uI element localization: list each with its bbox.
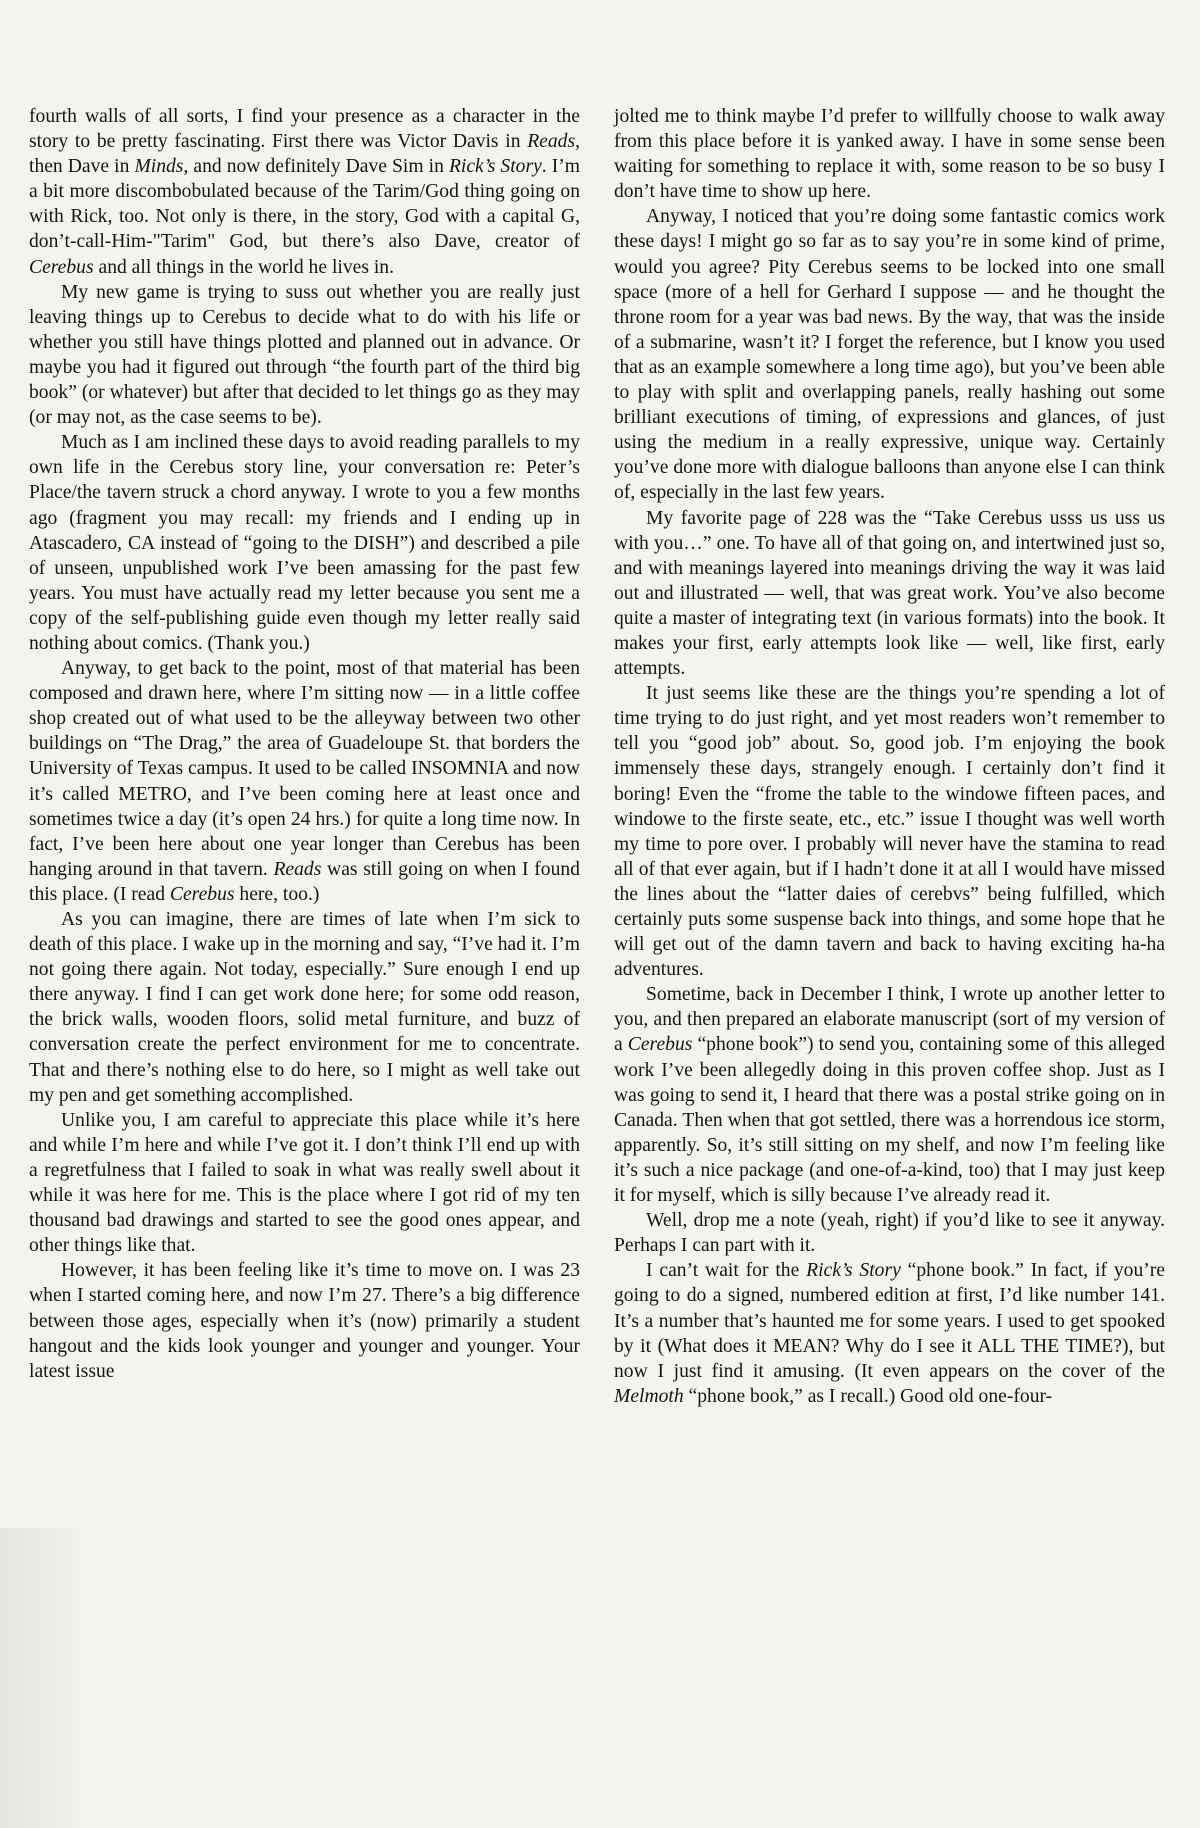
paragraph: Sometime, back in December I think, I wrote up another letter to you, and then prepared an elaborate manuscript (sort of my version of a Cerebus “phone book”) to send you, containing some of this alleged work I’ve been allegedly doing in this proven coffee shop. Just as I was going to send it, I heard that there was a postal strike going on in Canada. Then when that got settled, there was a horrendous ice storm, apparently. So, it’s still sitting on my shelf, and now I’m feeling like it’s such a nice package (and one-of-a-kind, too) that I may just keep it for myself, which is silly because I’ve already read it. — [614, 984, 1165, 1207]
left-column — [29, 104, 580, 1384]
paragraph: However, it has been feeling like it’s time to move on. I was 23 when I started coming here, and now I’m 27. There’s a big difference between those ages, especially when it’s (now) primarily a student hangout and the kids look younger and younger and younger. Your latest issue — [29, 1260, 580, 1382]
paragraph: Unlike you, I am careful to appreciate this place while it’s here and while I’m here and while I’ve got it. I don’t think I’ll end up with a regretfulness that I failed to soak in what was really swell about it while it was here for me. This is the place where I got rid of my ten thousand bad drawings and started to see the good ones appear, and other things like that. — [29, 1109, 580, 1257]
paragraph: Much as I am inclined these days to avoid reading parallels to my own life in the Cerebus story line, your conversation re: Peter’s Place/the tavern struck a chord anyway. I wrote to you a few months ago (fragment you may recall: my friends and I ending up in Atascadero, CA instead of “going to the DISH”) and described a pile of unseen, unpublished work I’ve been amassing for the past few years. You must have actually read my letter because you sent me a copy of the self-publishing guide even though my letter really said nothing about comics. (Thank you.) — [29, 432, 580, 654]
paragraph: It just seems like these are the things you’re spending a lot of time trying to do just right, and yet most readers won’t remember to tell you “good job” about. So, good job. I’m enjoying the book immensely these days, strangely enough. I certainly don’t find it boring! Even the “frome the table to the windowe fifteen paces, and windowe to the firste seate, etc., etc.” issue I thought was well worth my time to pore over. I probably will never have the stamina to read all of that ever again, but if I hadn’t done it at all I would have missed the lines about the “latter daies of cerebvs” being fulfilled, which certainly puts some suspense back into things, and some hope that he will get out of the damn tavern and back to having exciting ha-ha adventures. — [614, 683, 1165, 981]
paragraph: My favorite page of 228 was the “Take Cerebus usss us uss us with you…” one. To have all of that going on, and intertwined just so, and with meanings layered into meanings driving the way it was laid out and illustrated — well, that was great work. You’ve also become quite a master of integrating text (in various formats) into the book. It makes your first, early attempts look like — well, like first, early attempts. — [614, 507, 1165, 680]
right-column — [614, 104, 1165, 1409]
paragraph: Anyway, to get back to the point, most of that material has been composed and drawn here, where I’m sitting now — in a little coffee shop created out of what used to be the alleyway between two other buildings on “The Drag,” the area of Guadeloupe St. that borders the University of Texas campus. It used to be called INSOMNIA and now it’s called METRO, and I’ve been coming here at least once and sometimes twice a day (it’s open 24 hrs.) for quite a long time now. In fact, I’ve been here about one year longer than Cerebus has been hanging around in that tavern. Reads was still going on when I found this place. (I read Cerebus here, too.) — [29, 658, 580, 905]
paragraph: jolted me to think maybe I’d prefer to willfully choose to walk away from this place before it is yanked away. I have in some sense been waiting for something to replace it with, some reason to be so busy I don’t have time to show up here. — [614, 106, 1165, 203]
paragraph: My new game is trying to suss out whether you are really just leaving things up to Cerebus to decide what to do with his life or whether you still have things plotted and planned out in advance. Or maybe you had it figured out through “the fourth part of the third big book” (or whatever) but after that decided to let things go as they may (or may not, as the case seems to be). — [29, 281, 580, 429]
page-scuff — [0, 1528, 90, 1828]
paragraph: As you can imagine, there are times of late when I’m sick to death of this place. I wake up in the morning and say, “I’ve had it. I’m not going there again. Not today, especially.” Sure enough I end up there anyway. I find I can get work done here; for some odd reason, the brick walls, wooden floors, solid metal furniture, and buzz of conversation create the perfect environment for me to concentrate. That and there’s nothing else to do here, so I might as well take out my pen and get something accomplished. — [29, 909, 580, 1106]
paragraph: fourth walls of all sorts, I find your presence as a character in the story to be pretty fascinating. First there was Victor Davis in Reads, then Dave in Minds, and now definitely Dave Sim in Rick’s Story. I’m a bit more discombobulated because of the Tarim/God thing going on with Rick, too. Not only is there, in the story, God with a capital G, don’t-call-Him-"Tarim" God, but there’s also Dave, creator of Cerebus and all things in the world he lives in. — [29, 106, 581, 278]
paragraph: Well, drop me a note (yeah, right) if you’d like to see it anyway. Perhaps I can part with it. — [614, 1210, 1165, 1257]
paragraph: I can’t wait for the Rick’s Story “phone book.” In fact, if you’re going to do a signed, numbered edition at first, I’d like number 141. It’s a number that’s haunted me for some years. I used to get spooked by it (What does it MEAN? Why do I see it ALL THE TIME?), but now I just find it amusing. (It even appears on the cover of the Melmoth “phone book,” as I recall.) Good old one-four- — [614, 1260, 1165, 1407]
paragraph: Anyway, I noticed that you’re doing some fantastic comics work these days! I might go so far as to say you’re in some kind of prime, would you agree? Pity Cerebus seems to be locked into one small space (more of a hell for Gerhard I suppose — and he thought the throne room for a year was bad news. By the way, that was the inside of a submarine, wasn’t it? I forget the reference, but I know you used that as an example somewhere a long time ago), but you’ve been able to play with split and overlapping panels, really hashing out some brilliant executions of timing, of expressions and glances, of just using the medium in a really expressive, unique way. Certainly you’ve done more with dialogue balloons than anyone else I can think of, especially in the last few years. — [614, 206, 1165, 504]
